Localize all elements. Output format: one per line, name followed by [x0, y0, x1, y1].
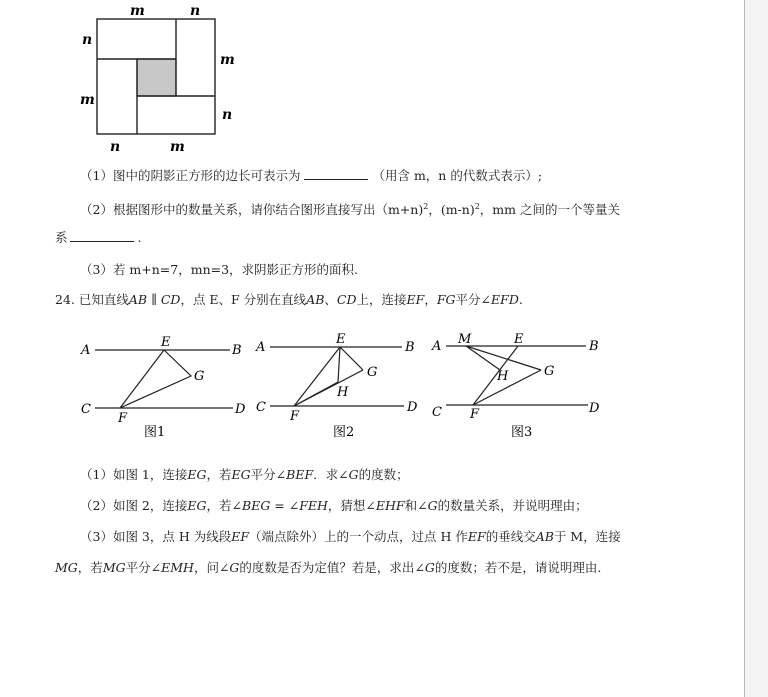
triangle-efg — [120, 350, 191, 408]
figure-2 — [250, 330, 430, 445]
math: ∠BEF — [275, 467, 314, 482]
math: ∠EMH — [150, 560, 194, 575]
q24-part3 — [80, 529, 621, 545]
math: ∠BEG = ∠FEH — [231, 498, 328, 513]
q23-p2-tail: ，mm 之间的一个等量关 — [479, 202, 620, 218]
math: EG — [187, 467, 207, 482]
math: ∠G — [414, 560, 435, 575]
text: （1）如图 1，连接 — [80, 467, 188, 482]
math: ∠EHF — [365, 498, 405, 513]
segment-eh — [338, 347, 340, 382]
label-top-n: n — [190, 3, 201, 19]
text: ，若 — [206, 467, 232, 482]
text: ，若 — [77, 560, 103, 575]
text: ．求 — [313, 467, 339, 482]
figure-3 — [428, 330, 608, 445]
q23-p2-cont: 系 — [55, 230, 68, 245]
label-E: E — [336, 332, 346, 347]
q24-part3-cont — [55, 560, 601, 576]
segment-mg — [466, 346, 541, 370]
text: 的度数是否为定值？若是，求出 — [239, 560, 415, 575]
label-A: A — [256, 340, 266, 355]
text: （端点除外）上的一个动点，过点 H 作 — [249, 529, 468, 544]
label-D: D — [235, 402, 246, 417]
text: （3）如图 3，点 H 为线段 — [80, 529, 232, 544]
label-bottom-m: m — [170, 139, 185, 155]
text: 的垂线交 — [485, 529, 536, 544]
answer-blank — [70, 241, 134, 242]
q23-part2 — [80, 199, 620, 218]
exponent: 2 — [423, 202, 429, 211]
text: ，点 E、F 分别在直线 — [180, 292, 307, 307]
label-H: H — [497, 369, 509, 384]
segment-eg — [340, 347, 363, 370]
answer-blank — [304, 179, 368, 180]
text: 平分 — [125, 560, 151, 575]
label-top-m: m — [130, 3, 145, 19]
caption-fig1: 图1 — [144, 425, 166, 440]
math: FG — [436, 292, 456, 307]
label-G: G — [544, 364, 555, 379]
q23-p3-text: （3）若 m+n=7，mn=3，求阴影正方形的面积. — [80, 262, 359, 277]
text: 和 — [404, 498, 418, 513]
label-F: F — [470, 407, 480, 422]
text: ，猜想 — [327, 498, 366, 513]
q23-p2-head: （2）根据图形中的数量关系，请你结合图形直接写出（m+n) — [80, 202, 424, 218]
q24-part1 — [80, 467, 409, 483]
q23-p1-text: （1）图中的阴影正方形的边长可表示为 — [80, 168, 301, 183]
math: CD — [336, 292, 357, 307]
label-left-m: m — [80, 92, 95, 108]
label-right-n: n — [222, 107, 233, 123]
text: . — [518, 292, 523, 307]
text: 平分 — [250, 467, 276, 482]
label-A: A — [81, 343, 91, 358]
exponent: 2 — [474, 202, 480, 211]
text: 于 M，连接 — [553, 529, 621, 544]
label-F: F — [290, 409, 300, 424]
text: （2）如图 2，连接 — [80, 498, 188, 513]
label-G: G — [194, 369, 205, 384]
label-C: C — [256, 400, 266, 415]
label-A: A — [432, 339, 442, 354]
math: EF — [467, 529, 486, 544]
q23-part2-cont — [55, 230, 142, 246]
text: ∥ — [147, 292, 161, 307]
text: 的度数； — [358, 467, 409, 482]
math: ∠EFD — [480, 292, 519, 307]
label-D: D — [407, 400, 418, 415]
label-H: H — [337, 385, 349, 400]
label-E: E — [514, 332, 524, 347]
label-M: M — [458, 332, 472, 347]
q23-p2-mid: ，(m-n) — [428, 202, 475, 218]
figure-1 — [75, 330, 255, 445]
label-B: B — [405, 340, 415, 355]
math: AB — [535, 529, 554, 544]
caption-fig3: 图3 — [511, 425, 533, 440]
math: EG — [231, 467, 251, 482]
label-B: B — [589, 339, 599, 354]
text: ， — [424, 292, 437, 307]
math: CD — [160, 292, 181, 307]
segment-mh — [466, 346, 500, 370]
q23-part3 — [80, 262, 358, 278]
label-D: D — [589, 401, 600, 416]
q23-p2-end: . — [137, 230, 142, 245]
math: EF — [231, 529, 250, 544]
math: ∠G — [417, 498, 438, 513]
text: 的度数；若不是，请说明理由. — [434, 560, 602, 575]
q24-part2 — [80, 498, 588, 514]
math: MG — [55, 560, 78, 575]
math: EF — [406, 292, 425, 307]
math: ∠G — [338, 467, 359, 482]
label-F: F — [118, 411, 128, 426]
text: ，问 — [193, 560, 219, 575]
label-left-n: n — [82, 32, 93, 48]
square-figure — [70, 0, 260, 160]
label-C: C — [432, 405, 442, 420]
math: ∠G — [218, 560, 240, 575]
shaded-square — [137, 59, 176, 96]
question-number: 24. — [55, 292, 75, 307]
text: 上，连接 — [356, 292, 407, 307]
q23-part1 — [80, 168, 542, 184]
math: AB — [128, 292, 148, 307]
math: AB — [306, 292, 325, 307]
label-right-m: m — [220, 52, 235, 68]
label-C: C — [81, 402, 91, 417]
label-bottom-n: n — [110, 139, 121, 155]
segment-ef — [294, 347, 340, 406]
text: 平分 — [455, 292, 481, 307]
page-margin-shade — [745, 0, 768, 697]
math: MG — [102, 560, 126, 575]
text: 、 — [324, 292, 337, 307]
label-E: E — [161, 335, 171, 350]
segment-fh — [294, 382, 338, 406]
label-B: B — [232, 343, 242, 358]
label-G: G — [367, 365, 378, 380]
text: ，若 — [206, 498, 232, 513]
text: 的数量关系，并说明理由； — [437, 498, 588, 513]
q24-stem — [55, 292, 523, 308]
caption-fig2: 图2 — [333, 425, 355, 440]
text: 已知直线 — [78, 292, 129, 307]
math: EG — [187, 498, 207, 513]
q23-p1-tail: （用含 m，n 的代数式表示）; — [372, 168, 543, 183]
